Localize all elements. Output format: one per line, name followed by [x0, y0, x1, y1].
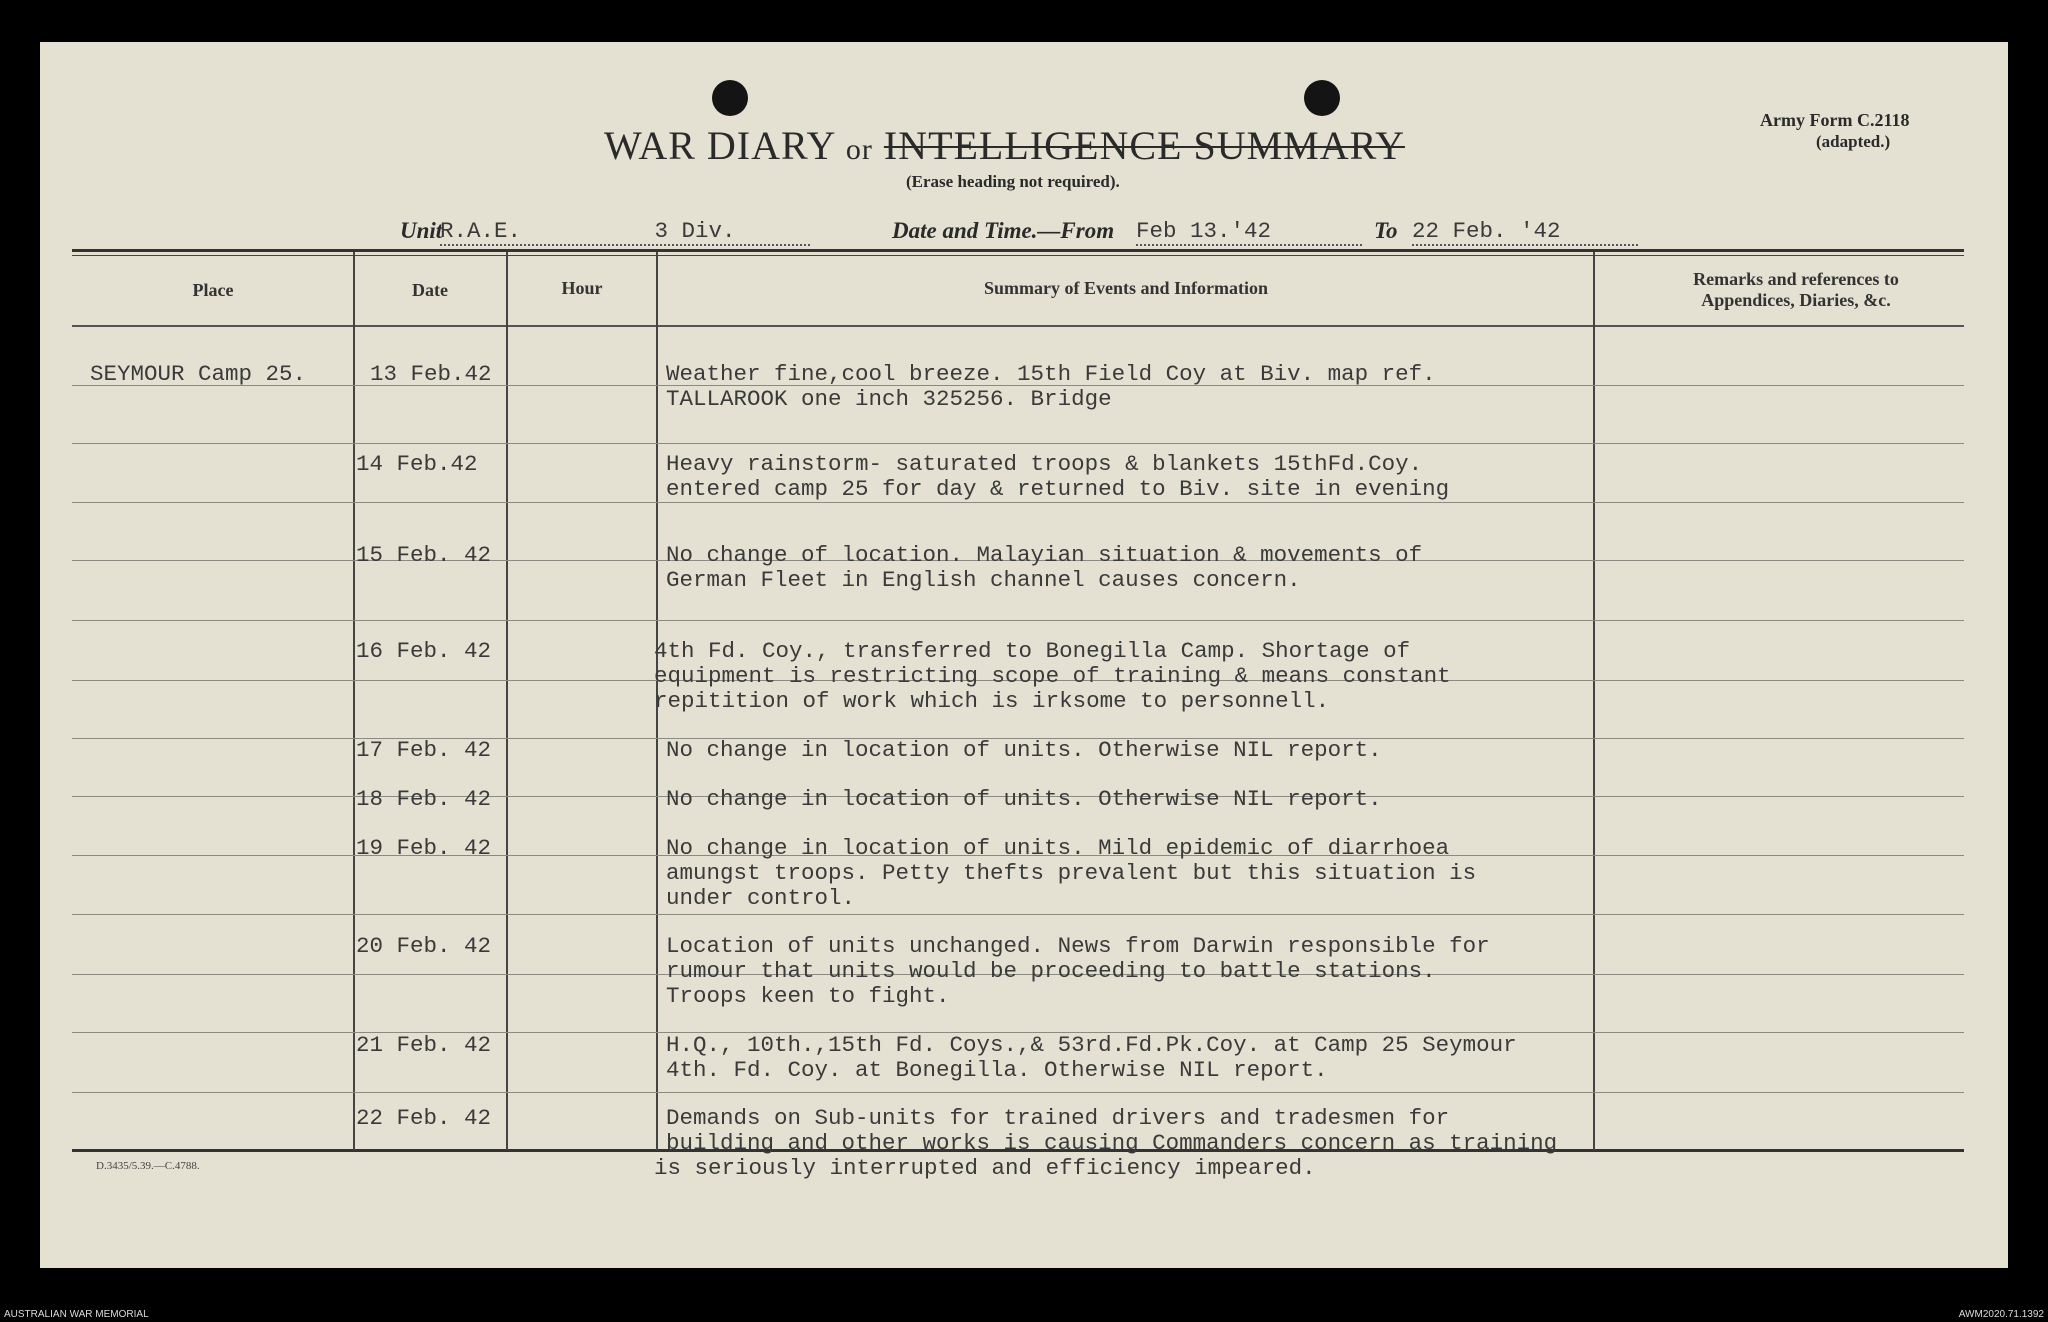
column-divider-remarks	[1593, 252, 1595, 1150]
entry-date: 15 Feb. 42	[356, 542, 492, 568]
unit-value-field	[440, 218, 810, 246]
column-divider-date	[353, 252, 355, 1150]
entry-line: rumour that units would be proceeding to battle stations.	[666, 958, 1436, 984]
header-summary: Summary of Events and Information	[983, 278, 1269, 298]
entry-line: No change of location. Malayian situation & movements of	[666, 542, 1423, 568]
division-value: 3 Div.	[654, 218, 736, 244]
punch-hole-left	[712, 80, 748, 116]
unit-value: R.A.E.	[440, 218, 522, 244]
entry-line: Location of units unchanged. News from Darwin responsible for	[666, 933, 1490, 959]
entry-line: No change in location of units. Mild epidemic of diarrhoea	[666, 835, 1450, 861]
entry-line: entered camp 25 for day & returned to Biv. site in evening	[666, 476, 1450, 502]
entry-date: 14 Feb.42	[356, 451, 478, 477]
unit-label: Unit	[400, 218, 443, 243]
column-divider-hour	[506, 252, 508, 1150]
entry-line: No change in location of units. Otherwise NIL report.	[666, 737, 1382, 763]
entry-line: 4th. Fd. Coy. at Bonegilla. Otherwise NIL report.	[666, 1057, 1328, 1083]
entry-date: 17 Feb. 42	[356, 737, 492, 763]
army-form-number: Army Form C.2118	[1760, 110, 1910, 130]
entry-line: German Fleet in English channel causes concern.	[666, 567, 1301, 593]
punch-hole-right	[1304, 80, 1340, 116]
table-top-rule-2	[72, 255, 1964, 256]
header-bottom-rule	[72, 325, 1964, 327]
erase-note: (Erase heading not required).	[906, 172, 1120, 191]
entry-date: 18 Feb. 42	[356, 786, 492, 812]
entry-line: Weather fine,cool breeze. 15th Field Coy at Biv. map ref.	[666, 361, 1436, 387]
entry-line: Heavy rainstorm- saturated troops & blankets 15thFd.Coy.	[666, 451, 1423, 477]
entry-line: 4th Fd. Coy., transferred to Bonegilla Camp. Shortage of	[654, 638, 1411, 664]
title-war-diary: WAR DIARY	[604, 123, 835, 168]
entry-line: equipment is restricting scope of training & means constant	[654, 663, 1451, 689]
header-hour: Hour	[561, 278, 603, 298]
entry-date: 21 Feb. 42	[356, 1032, 492, 1058]
army-form-adapted: (adapted.)	[1816, 132, 1891, 151]
header-remarks-line-2: Appendices, Diaries, &c.	[1701, 290, 1891, 310]
entry-line: H.Q., 10th.,15th Fd. Coys.,& 53rd.Fd.Pk.Coy. at Camp 25 Seymour	[666, 1032, 1517, 1058]
header-place: Place	[192, 280, 234, 300]
entry-date: 13 Feb.42	[370, 361, 492, 387]
entry-line: No change in location of units. Otherwise NIL report.	[666, 786, 1382, 812]
ruled-line	[72, 620, 1964, 621]
entry-line: TALLAROOK one inch 325256. Bridge	[666, 386, 1112, 412]
entry-line: is seriously interrupted and efficiency impeared.	[654, 1155, 1316, 1181]
from-date: Feb 13.'42	[1136, 218, 1362, 246]
entry-line: Demands on Sub-units for trained drivers and tradesmen for	[666, 1105, 1450, 1131]
entry-date: 22 Feb. 42	[356, 1105, 492, 1131]
table-top-rule	[72, 249, 1964, 252]
to-label: To	[1374, 218, 1398, 243]
header-remarks-line-1: Remarks and references to	[1693, 269, 1899, 289]
entry-line: building and other works is causing Commanders concern as training	[666, 1130, 1558, 1156]
date-time-label: Date and Time.—From	[892, 218, 1115, 243]
entry-line: under control.	[666, 885, 856, 911]
title-or: or	[845, 133, 873, 166]
entry-line: Troops keen to fight.	[666, 983, 950, 1009]
to-date: 22 Feb. '42	[1412, 218, 1638, 246]
ruled-line	[72, 1092, 1964, 1093]
footer-institution: AUSTRALIAN WAR MEMORIAL	[4, 1309, 149, 1320]
entry-date: 19 Feb. 42	[356, 835, 492, 861]
entry-date: 20 Feb. 42	[356, 933, 492, 959]
footer-reference: AWM2020.71.1392	[1958, 1309, 2044, 1320]
entry-place: SEYMOUR Camp 25.	[90, 361, 307, 387]
entry-line: amungst troops. Petty thefts prevalent but this situation is	[666, 860, 1477, 886]
ruled-line	[72, 502, 1964, 503]
entry-line: repitition of work which is irksome to personnell.	[654, 688, 1330, 714]
ruled-line	[72, 914, 1964, 915]
entry-date: 16 Feb. 42	[356, 638, 492, 664]
header-date: Date	[412, 280, 448, 300]
print-code: D.3435/5.39.—C.4788.	[96, 1160, 200, 1172]
form-title	[604, 122, 1405, 169]
title-intelligence-summary-struck: INTELLIGENCE SUMMARY	[883, 123, 1405, 168]
ruled-line	[72, 443, 1964, 444]
